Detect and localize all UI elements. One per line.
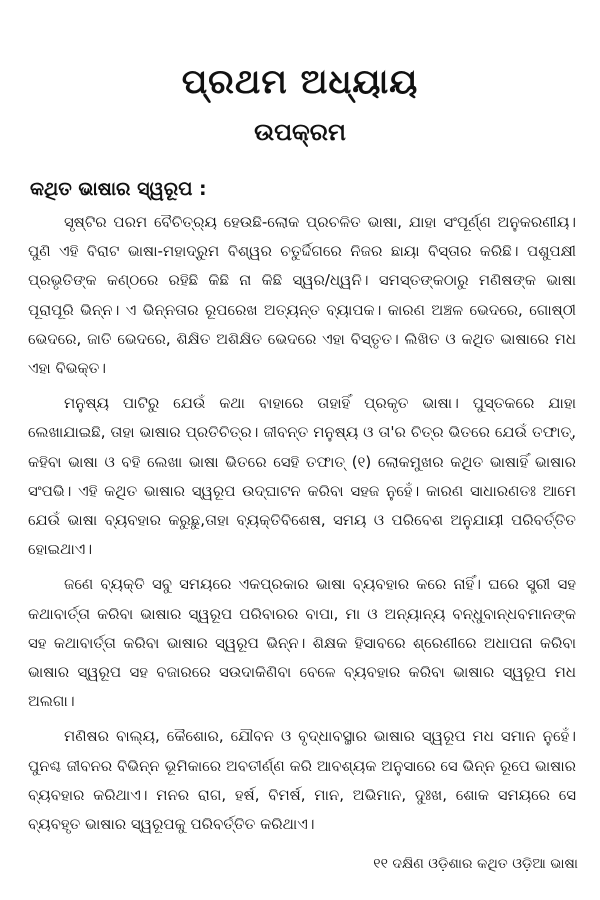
page-footer: ୧୧ ଦକ୍ଷିଣ ଓଡ଼ିଶାର କଥିତ ଓଡ଼ିଆ ଭାଷା <box>373 856 578 872</box>
paragraph: ଜଣେ ବ୍ୟକ୍ତି ସବୁ ସମୟରେ ଏକପ୍ରକାର ଭାଷା ବ୍ୟବହାର କରେ ନାହିଁ। ଘରେ ସ୍ତ୍ରୀ ସହ କଥାବାର୍ତ୍ତା କରିବା ଭାଷାର ସ୍ୱରୂପ ପରିବାରର ବାପା, ମା ଓ ଅନ୍ୟାନ୍ୟ ବନ୍ଧୁବାନ୍ଧବମାନଙ୍କ ସହ କଥାବାର୍ତ୍ତା କରିବା ଭାଷାର ସ୍ୱରୂପ ଭିନ୍ନ। ଶିକ୍ଷକ ହିସାବରେ ଶ୍ରେଣୀରେ ଅଧାପନା କରିବା ଭାଷାର ସ୍ୱରୂପ ସହ ବଜାରରେ ସଉଦାକିଣିବା ବେଳେ ବ୍ୟବହାର କରିବା ଭାଷାର ସ୍ୱରୂପ ମଧ ଅଲଗା। <box>28 575 576 711</box>
paragraph: ସୃଷ୍ଟିର ପରମ ବୈଚିତ୍ର୍ୟ ହେଉଛି-ଲୋକ ପ୍ରଚଳିତ ଭାଷା, ଯାହା ସଂପୂର୍ଣ୍ଣ ଅନୁକରଣୀୟ। ପୁଣି ଏହି ବିରାଟ ଭାଷା-ମହାଦ୍ରୁମ ବିଶ୍ୱର ଚତୁର୍ଦ୍ଦିଗରେ ନିଜର ଛାୟା ବିସ୍ତାର କରିଛି। ପଶୁପକ୍ଷୀ ପ୍ରଭୃତିଙ୍କ କଣ୍ଠରେ ରହିଛି କିଛି ନା କିଛି ସ୍ୱର/ଧ୍ୱନି। ସମସ୍ତଙ୍କଠାରୁ ମଣିଷଙ୍କ ଭାଷା ପୂରାପୂରି ଭିନ୍ନ। ଏ ଭିନ୍ନତାର ରୂପରେଖ ଅତ୍ୟନ୍ତ ବ୍ୟାପକ। କାରଣ ଅଞ୍ଚଳ ଭେଦରେ, ଗୋଷ୍ଠୀ ଭେଦରେ, ଜାତି ଭେଦରେ, ଶିକ୍ଷିତ ଅଶିକ୍ଷିତ ଭେଦରେ ଏହା ବିସ୍ତୃତ। ଲିଖିତ ଓ କଥିତ ଭାଷାରେ ମଧ ଏହା ବିଭକ୍ତ। <box>28 213 576 378</box>
body-text <box>28 208 576 845</box>
chapter-title: ପ୍ରଥମ ଅଧ୍ୟାୟ <box>181 62 419 102</box>
paragraph: ମନୁଷ୍ୟ ପାଟିରୁ ଯେଉଁ କଥା ବାହାରେ ତାହାହିଁ ପ୍ରକୃତ ଭାଷା। ପୁସ୍ତକରେ ଯାହା ଲେଖାଯାଇଛି, ତାହା ଭାଷାର ପ୍ରତିଚିତ୍ର। ଜୀବନ୍ତ ମନୁଷ୍ୟ ଓ ତା'ର ଚିତ୍ର ଭିତରେ ଯେଉଁ ତଫାତ୍, କହିବା ଭାଷା ଓ ବହି ଲେଖା ଭାଷା ଭିତରେ ସେହି ତଫାତ୍ (୧) ଲୋକମୁଖର କଥିତ ଭାଷାହିଁ ଭାଷାର ସଂପଭି। ଏହି କଥିତ ଭାଷାର ସ୍ୱରୂପ ଉଦ୍‌ଘାଟନ କରିବା ସହଜ ନୁହେଁ। କାରଣ ସାଧାରଣତଃ ଆମେ ଯେଉଁ ଭାଷା ବ୍ୟବହାର କରୁଛୁ,ତାହା ବ୍ୟକ୍ତିବିଶେଷ, ସମୟ ଓ ପରିବେଶ ଅନୁଯାୟୀ ପରିବର୍ତ୍ତିତ ହୋଇଥାଏ। <box>28 394 576 559</box>
paragraph: ମଣିଷର ବାଲ୍ୟ, କୈଶୋର, ଯୌବନ ଓ ବୃଦ୍ଧାବସ୍ଥାର ଭାଷାର ସ୍ୱରୂପ ମଧ ସମାନ ନୁହେଁ। ପୁନଶ୍ଚ ଜୀବନର ବିଭିନ୍ନ ଭୂମିକାରେ ଅବତୀର୍ଣ୍ଣ କରି ଆବଶ୍ୟକ ଅନୁସାରେ ସେ ଭିନ୍ନ ରୂପେ ଭାଷାର ବ୍ୟବହାର କରିଥାଏ। ମନର ରାଗ, ହର୍ଷ, ବିମର୍ଷ, ମାନ, ଅଭିମାନ, ଦୁଃଖ, ଶୋକ ସମୟରେ ସେ ବ୍ୟବହୃତ ଭାଷାର ସ୍ୱରୂପକୁ ପରିବର୍ତ୍ତିତ କରିଥାଏ। <box>28 727 576 834</box>
section-heading: କଥିତ ଭାଷାର ସ୍ୱରୂପ : <box>30 178 207 200</box>
chapter-subtitle: ଉପକ୍ରମ <box>254 118 346 146</box>
